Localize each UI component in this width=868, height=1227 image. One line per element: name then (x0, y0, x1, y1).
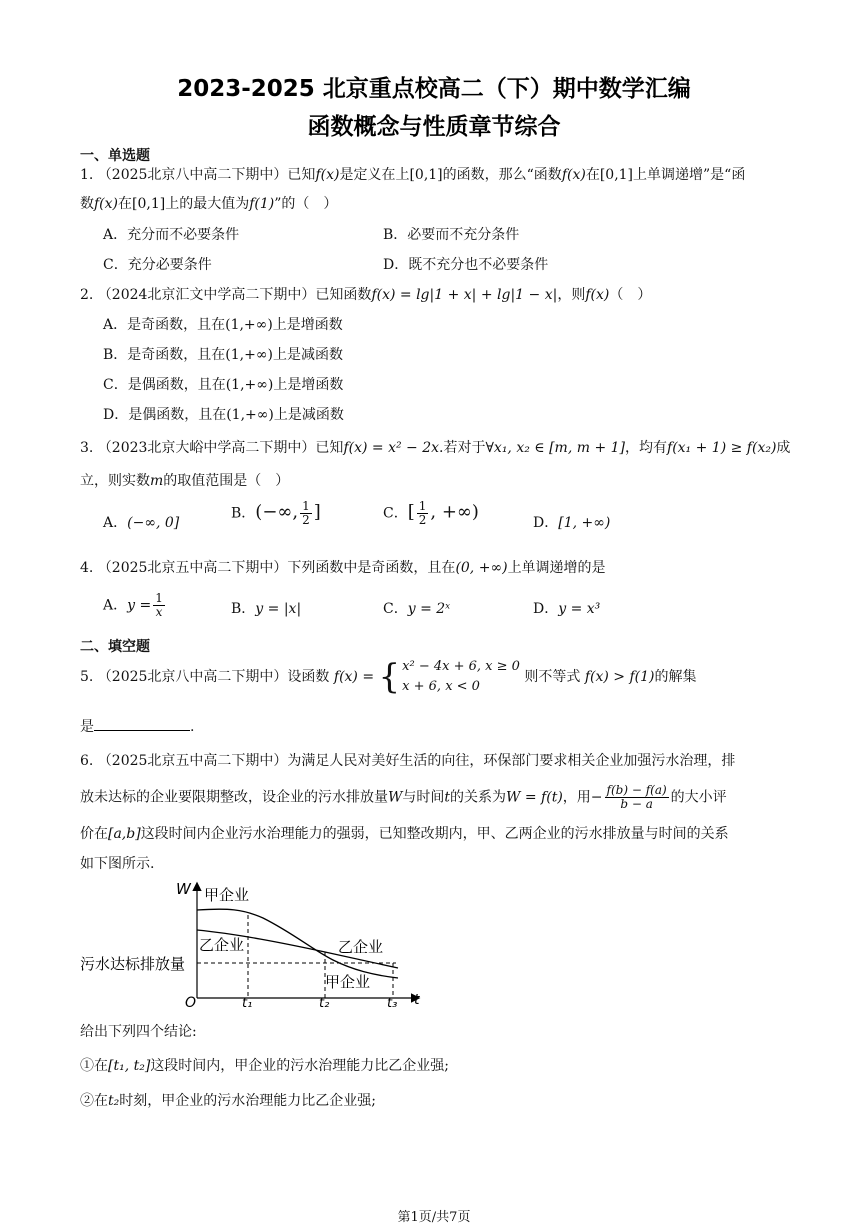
q5-line1: 5. （2025北京八中高二下期中）设函数 f(x) = { x² − 4x + 6, x ≥ 0 x + 6, x < 0 则不等式 f(x) > f(1)的解集 (80, 657, 697, 697)
t-axis-label: t (414, 992, 420, 1008)
q6-line4: 如下图所示. (80, 856, 155, 872)
q6-line2: 放未达标的企业要限期整改，设企业的污水排放量W与时间t的关系为W = f(t)，用− $\frac{f(b) - f(a)}{b - a}$ 的大小评 (80, 783, 727, 811)
q2-option-b: B．是奇函数，且在(1,+∞)上是减函数 (103, 347, 343, 363)
q6-conclusion-1: ①在[t₁, t₂]这段时间内，甲企业的污水治理能力比乙企业强; (80, 1058, 450, 1074)
cases-brace: { (378, 657, 401, 697)
origin-label: O (185, 995, 197, 1008)
q5-line2: 是 . (80, 719, 195, 735)
jia-label-top: 甲企业 (204, 886, 250, 904)
section-heading-fill-in: 二、填空题 (80, 639, 150, 655)
q4-option-a: A．y = $\frac{1}{x}$ (103, 591, 163, 619)
q3-option-d: D．[1, +∞) (533, 515, 611, 531)
q1-option-a: A．充分而不必要条件 (103, 227, 240, 243)
page-title: 2023-2025 北京重点校高二（下）期中数学汇编 (177, 76, 691, 102)
standard-label: 污水达标排放量 (80, 955, 186, 973)
q3-option-c: C．[ $\frac{1}{2}$ , +∞) (383, 499, 479, 527)
q6-line1: 6. （2025北京五中高二下期中）为满足人民对美好生活的向往，环保部门要求相关企业加强污水治理，排 (80, 753, 736, 769)
q1-line1: 1. （2025北京八中高二下期中）已知f(x)是定义在上[0,1]的函数，那么“函数f(x)在[0,1]上单调递增”是“函 (80, 167, 746, 183)
t1-label: t₁ (242, 996, 253, 1008)
t3-label: t₃ (387, 996, 398, 1008)
q2-line1: 2. （2024北京汇文中学高二下期中）已知函数f(x) = lg|1 + x| + lg|1 − x|，则f(x)（ ） (80, 287, 652, 303)
q1-option-b: B．必要而不充分条件 (383, 227, 520, 243)
q4-option-d: D．y = x³ (533, 601, 601, 617)
q1-option-d: D．既不充分也不必要条件 (383, 257, 549, 273)
emission-graph (78, 878, 428, 1008)
w-axis-label: W (176, 880, 191, 898)
q1-line2: 数f(x)在[0,1]上的最大值为f(1)”的（ ） (80, 196, 338, 212)
q4-line1: 4. （2025北京五中高二下期中）下列函数中是奇函数，且在(0, +∞)上单调递增的是 (80, 560, 606, 576)
section-heading-single-choice: 一、单选题 (80, 148, 150, 164)
page-subtitle: 函数概念与性质章节综合 (307, 114, 561, 140)
yi-label-right: 乙企业 (338, 938, 384, 956)
q6-line3: 价在[a,b]这段时间内企业污水治理能力的强弱，已知整改期内，甲、乙两企业的污水排放量与时间的关系 (80, 826, 729, 842)
q3-line1: 3. （2023北京大峪中学高二下期中）已知f(x) = x² − 2x.若对于∀x₁, x₂ ∈ [m, m + 1]，均有f(x₁ + 1) ≥ f(x₂)成 (80, 440, 791, 456)
q2-option-c: C．是偶函数，且在(1,+∞)上是增函数 (103, 377, 344, 393)
page-footer: 第1页/共7页 (397, 1210, 471, 1225)
answer-blank[interactable] (94, 717, 190, 731)
q6-given: 给出下列四个结论: (80, 1024, 197, 1040)
q6-conclusion-2: ②在t₂时刻，甲企业的污水治理能力比乙企业强; (80, 1093, 376, 1109)
q3-line2: 立，则实数m的取值范围是（ ） (80, 473, 290, 489)
t2-label: t₂ (319, 996, 330, 1008)
q4-option-c: C．y = 2ˣ (383, 601, 451, 617)
q4-option-b: B．y = |x| (231, 601, 302, 617)
q3-option-a: A．(−∞, 0] (103, 515, 180, 531)
yi-label-left: 乙企业 (199, 936, 245, 954)
q3-option-b: B．(−∞, $\frac{1}{2}$ ] (231, 499, 321, 527)
jia-label-bottom: 甲企业 (325, 973, 371, 991)
q2-option-d: D．是偶函数，且在(1,+∞)上是减函数 (103, 407, 344, 423)
q2-option-a: A．是奇函数，且在(1,+∞)上是增函数 (103, 317, 343, 333)
q1-option-c: C．充分必要条件 (103, 257, 212, 273)
